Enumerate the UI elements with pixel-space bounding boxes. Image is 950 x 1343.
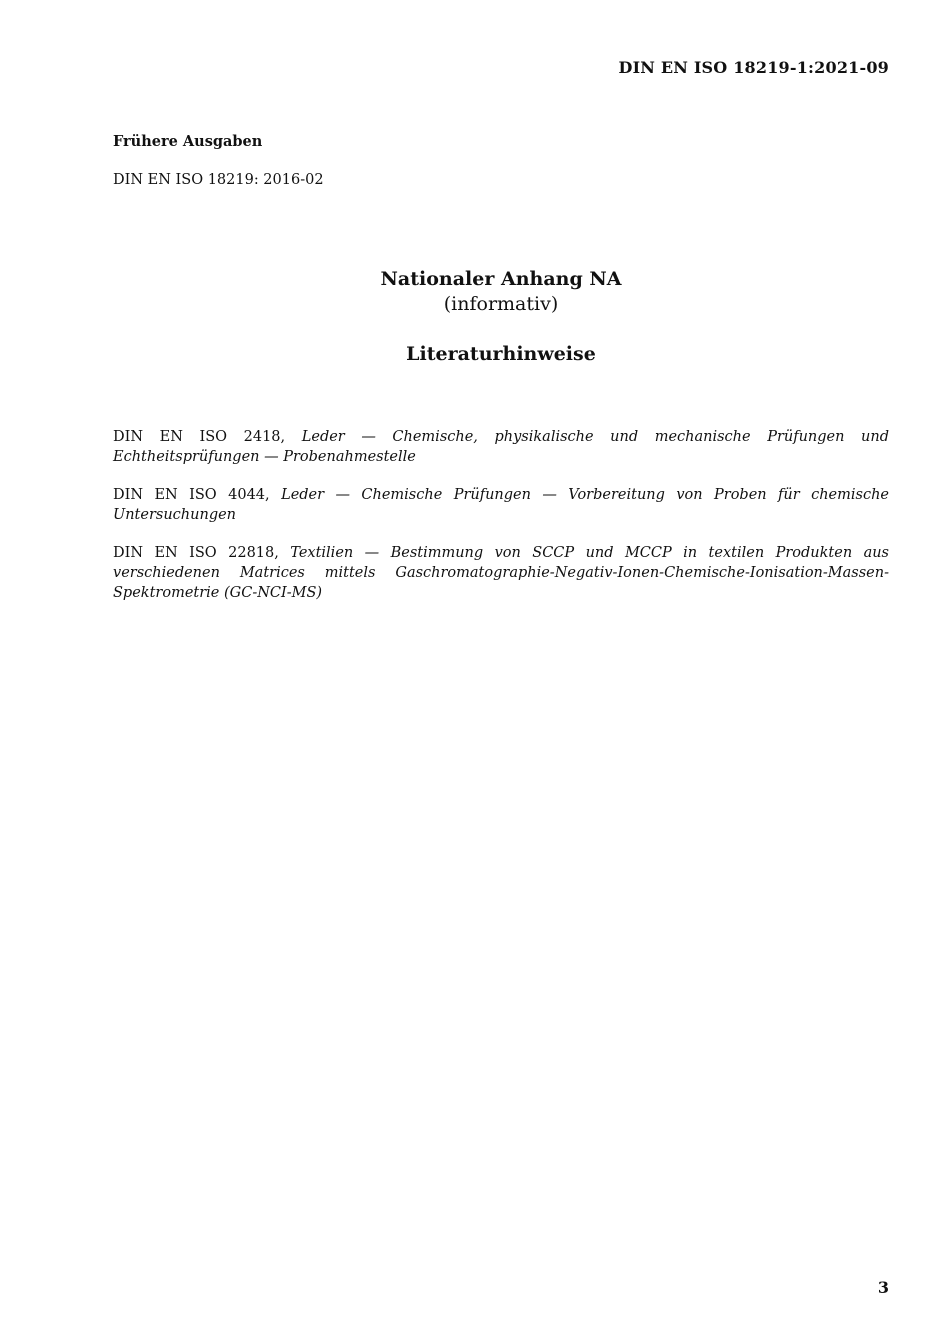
reference-title: Leder — Chemische, physikalische und mechanische Prüfungen und Echtheitsprüfungen — Probenahmestelle: [113, 429, 890, 465]
reference-item: [113, 485, 889, 525]
reference-number: DIN EN ISO 2418,: [113, 429, 286, 445]
reference-title: Textilien — Bestimmung von SCCP und MCCP in textilen Produkten aus verschiedenen Matrices mittels Gaschromatographie-Negativ-Ionen-Chemische-Ionisation-Massen-Spektrometrie (GC-NCI-MS): [113, 545, 889, 601]
reference-number: DIN EN ISO 4044,: [113, 487, 270, 503]
annex-subtitle: (informativ): [443, 293, 559, 315]
reference-item: [113, 427, 889, 467]
document-id: DIN EN ISO 18219-1:2021-09: [618, 58, 889, 77]
annex-header: [113, 266, 889, 367]
reference-title: Leder — Chemische Prüfungen — Vorbereitung von Proben für chemische Untersuchungen: [113, 487, 890, 523]
previous-edition-item: DIN EN ISO 18219: 2016-02: [113, 172, 324, 188]
reference-number: DIN EN ISO 22818,: [113, 545, 279, 561]
annex-title: Nationaler Anhang NA: [380, 268, 622, 290]
reference-item: [113, 543, 889, 603]
previous-editions-heading: Frühere Ausgaben: [113, 133, 263, 150]
reference-list: [113, 427, 889, 621]
page-number: 3: [877, 1278, 889, 1297]
bibliography-title: Literaturhinweise: [406, 343, 596, 365]
